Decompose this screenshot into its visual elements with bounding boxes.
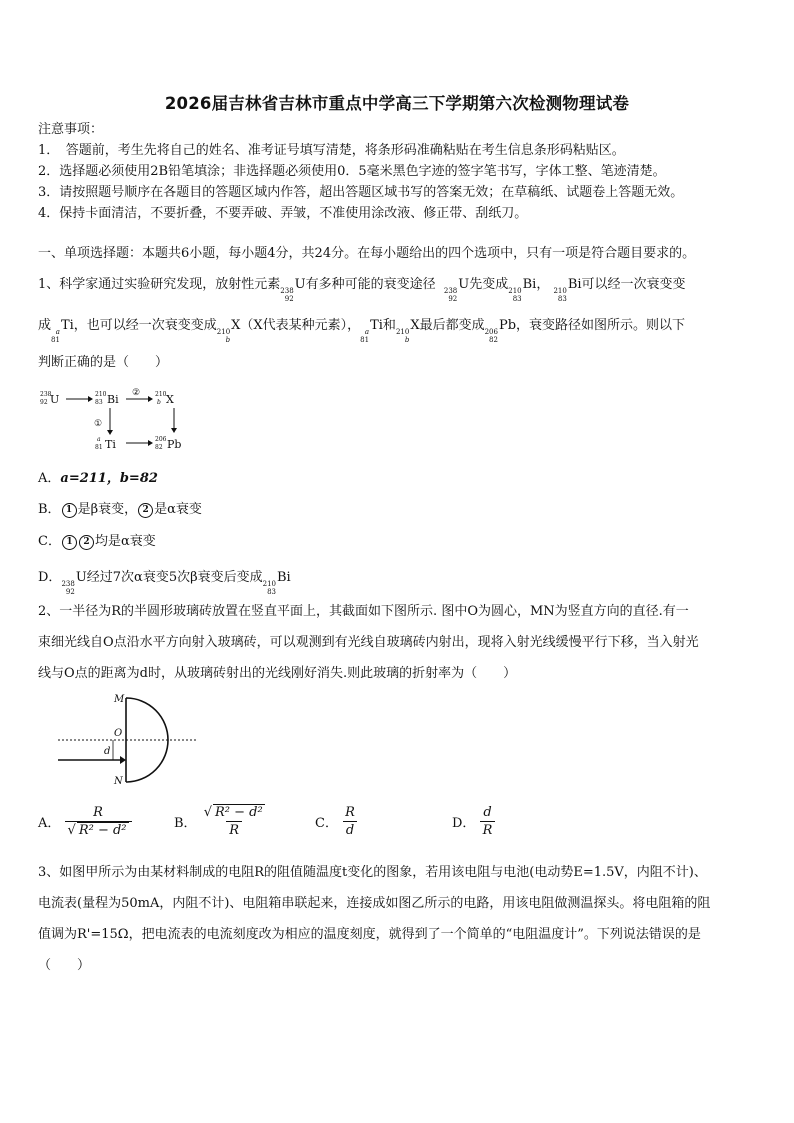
nuclide-index: 210 b [216, 328, 231, 344]
label-d: d [104, 746, 111, 757]
svg-text:210: 210 [155, 391, 167, 398]
q1-line-2: 成 a 81 Ti，也可以经一次衰变变成 210 b X（X代表某种元素）， a 81 Ti和 210 b X最后都变成 206 82 Pb，衰变路径如图所示。则以下 [38, 318, 686, 344]
q1-option-c: C． 1 2 均是α衰变 [38, 534, 156, 549]
svg-text:210: 210 [95, 391, 107, 398]
svg-text:b: b [157, 399, 161, 406]
q1-text: 1、科学家通过实验研究发现，放射性元素 [38, 277, 281, 292]
svg-text:82: 82 [155, 444, 163, 451]
nuclide-index: 210 b [395, 328, 410, 344]
notice-item-3: 3．请按照题号顺序在各题目的答题区域内作答，超出答题区域书写的答案无效；在草稿纸、试题卷上答题无效。 [38, 185, 684, 200]
q2-option-b: B． $\frac{\text{√ R² − d²}}{R}$ [174, 805, 263, 838]
q1-option-b: B． 1 是β衰变， 2 是α衰变 [38, 502, 202, 517]
svg-text:X: X [166, 393, 174, 406]
q2-line-2: 束细光线自O点沿水平方向射入玻璃砖，可以观测到有光线自玻璃砖内射出，现将入射光线缓慢平行下移，当入射光 [38, 635, 699, 650]
q2-option-a: A． $\frac{R}{\text{√ R² − d²}}$ [38, 804, 132, 839]
svg-text:81: 81 [95, 444, 103, 451]
q2-option-c: C． $\frac{R}{d}$ [315, 804, 358, 839]
arrowhead [148, 396, 153, 402]
notice-item-4: 4．保持卡面清洁，不要折叠，不要弄破、弄皱，不准使用涂改液、修正带、刮纸刀。 [38, 206, 528, 221]
nuclide-index: 210 83 [262, 580, 276, 596]
svg-text:83: 83 [95, 399, 103, 406]
q1-option-d: D． 238 92 U经过7次α衰变5次β衰变后变成 210 83 Bi [38, 570, 291, 596]
nuclide-u [40, 391, 59, 406]
label-n: N [114, 776, 123, 787]
nuclide-index: 238 92 [443, 287, 458, 303]
notice-item-2: 2．选择题必须使用2B铅笔填涂；非选择题必须使用0．5毫米黑色字迹的签字笔书写，字体工整、笔迹清楚。 [38, 164, 666, 179]
nuclide-index: 210 83 [508, 287, 522, 303]
svg-text:Pb: Pb [167, 438, 182, 451]
nuclide-index: a 81 [360, 328, 370, 344]
decay-diagram [36, 386, 206, 454]
svg-text:U: U [50, 393, 60, 406]
svg-text:238: 238 [40, 391, 52, 398]
q3-line-2: 电流表(量程为50mA，内阻不计)、电阻箱串联起来，连接成如图乙所示的电路，用该电阻做测温探头。将电阻箱的阻 [38, 896, 711, 911]
svg-text:92: 92 [40, 399, 48, 406]
nuclide-x [155, 391, 174, 406]
svg-text:a: a [97, 436, 101, 443]
svg-text:Bi: Bi [107, 393, 119, 406]
q3-line-3: 值调为R'=15Ω，把电流表的电流刻度改为相应的温度刻度，就得到了一个简单的“电阻温度计”。下列说法错误的是 [38, 927, 701, 942]
q2-option-d: D． $\frac{d}{R}$ [452, 804, 495, 839]
nuclide-ti [95, 436, 116, 451]
step-2-label: ② [132, 388, 141, 398]
nuclide-index: 206 82 [484, 328, 498, 344]
nuclide-index: 210 83 [553, 287, 567, 303]
nuclide-index: a 81 [51, 328, 60, 344]
svg-text:206: 206 [155, 436, 167, 443]
arrowhead [107, 430, 113, 435]
label-m: M [114, 694, 125, 705]
q2-line-1: 2、一半径为R的半圆形玻璃砖放置在竖直平面上，其截面如下图所示. 图中O为圆心，MN为竖直方向的直径.有一 [38, 604, 689, 619]
glass-brick-diagram [50, 690, 210, 790]
arrowhead [88, 396, 93, 402]
arrowhead [120, 756, 126, 764]
nuclide-index: 238 92 [280, 287, 294, 303]
page-title: 2026届吉林省吉林市重点中学高三下学期第六次检测物理试卷 [164, 94, 630, 113]
q1-line-3: 判断正确的是（ ） [38, 355, 169, 370]
section-heading: 一、单项选择题：本题共6小题，每小题4分，共24分。在每小题给出的四个选项中，只有一项是符合题目要求的。 [38, 246, 696, 261]
notice-item-1: 1． 答题前，考生先将自己的姓名、准考证号填写清楚，将条形码准确粘贴在考生信息条形码粘贴区。 [38, 143, 625, 158]
step-1-label: ① [94, 419, 103, 429]
nuclide-pb [155, 436, 181, 451]
notice-heading: 注意事项： [38, 122, 104, 137]
svg-text:Ti: Ti [105, 438, 116, 451]
arrowhead [148, 440, 153, 446]
q1-option-a: A．a=211，b=82 [38, 471, 158, 486]
q2-line-3: 线与O点的距离为d时，从玻璃砖射出的光线刚好消失.则此玻璃的折射率为（ ） [38, 666, 517, 681]
label-o: O [114, 728, 123, 739]
q1-line-1: 1、科学家通过实验研究发现，放射性元素 238 92 U有多种可能的衰变途径 238 92 U先变成 210 83 Bi， 210 83 Bi可以经一次衰变变 [38, 277, 686, 303]
arrowhead [171, 428, 177, 433]
q3-line-1: 3、如图甲所示为由某材料制成的电阻R的阻值随温度t变化的图象，若用该电阻与电池(电动势E=1.5V，内阻不计)、 [38, 865, 707, 880]
nuclide-index: 238 92 [61, 580, 75, 596]
nuclide-bi [95, 391, 119, 406]
q3-line-4: （ ） [38, 958, 91, 973]
